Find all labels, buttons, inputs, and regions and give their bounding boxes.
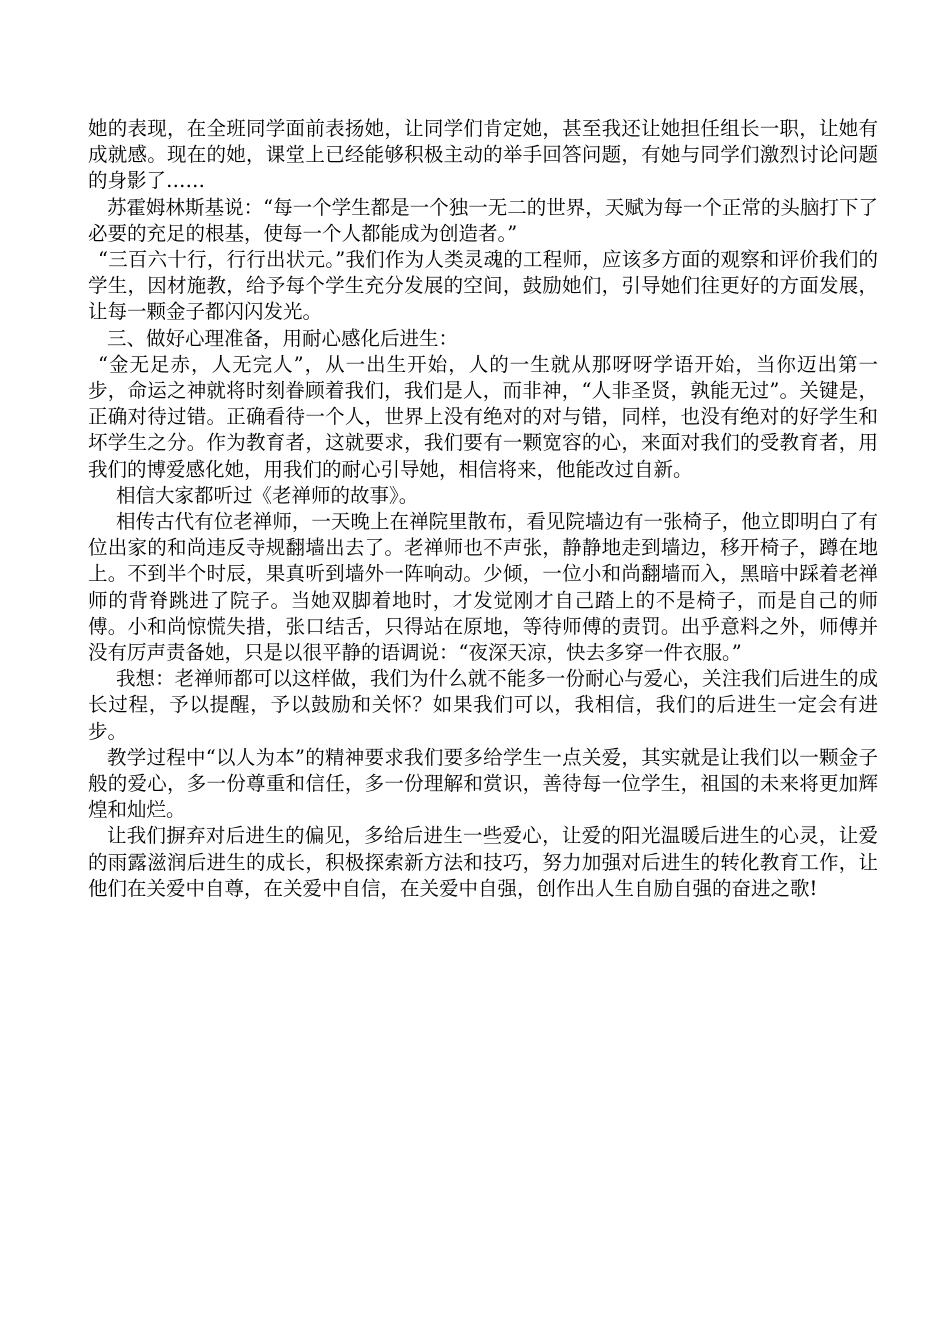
paragraph-continuation: 她的表现，在全班同学面前表扬她，让同学们肯定她，甚至我还让她担任组长一职，让她有成就感。现在的她，课堂上已经能够积极主动的举手回答问题，有她与同学们激烈讨论问题的身影了…… — [88, 117, 878, 193]
paragraph-old-zen-master-story: 相传古代有位老禅师，一天晚上在禅院里散布，看见院墙边有一张椅子，他立即明白了有位出家的和尚违反寺规翻墙出去了。老禅师也不声张，静静地走到墙边，移开椅子，蹲在地上。不到半个时辰，果真听到墙外一阵响动。少倾，一位小和尚翻墙而入，黑暗中踩着老禅师的背脊跳进了院子。当她双脚着地时，才发觉刚才自己踏上的不是椅子，而是自己的师傅。小和尚惊慌失措，张口结舌，只得站在原地，等待师傅的责罚。出乎意料之外，师傅并没有厉声责备她，只是以很平静的语调说：“夜深天凉，快去多穿一件衣服。” — [88, 510, 878, 665]
paragraph-three-hundred-sixty: “三百六十行，行行出状元。”我们作为人类灵魂的工程师，应该多方面的观察和评价我们的学生，因材施教，给予每个学生充分发展的空间，鼓励她们，引导她们往更好的方面发展，让每一颗金子都闪闪发光。 — [88, 248, 878, 324]
document-page — [88, 116, 878, 902]
paragraph-gold-not-pure: “金无足赤，人无完人”，从一出生开始，人的一生就从那呀呀学语开始，当你迈出第一步，命运之神就将时刻眷顾着我们，我们是人，而非神，“人非圣贤，孰能无过”。关键是，正确对待过错。正确看待一个人，世界上没有绝对的对与错，同样，也没有绝对的好学生和坏学生之分。作为教育者，这就要求，我们要有一颗宽容的心，来面对我们的受教育者，用我们的博爱感化她，用我们的耐心引导她，相信将来，他能改过自新。 — [88, 352, 878, 481]
paragraph-people-oriented: 教学过程中“以人为本”的精神要求我们要多给学生一点关爱，其实就是让我们以一颗金子般的爱心，多一份尊重和信任，多一份理解和赏识，善待每一位学生，祖国的未来将更加辉煌和灿烂。 — [88, 745, 878, 822]
paragraph-reflection: 我想：老禅师都可以这样做，我们为什么就不能多一份耐心与爱心，关注我们后进生的成长过程，予以提醒，予以鼓励和关怀？如果我们可以，我相信，我们的后进生一定会有进步。 — [88, 667, 878, 743]
section-heading-three: 三、做好心理准备，用耐心感化后进生： — [107, 326, 459, 350]
paragraph-story-intro: 相信大家都听过《老禅师的故事》。 — [116, 483, 419, 507]
paragraph-quote-suhomlinsky: 苏霍姆林斯基说：“每一个学生都是一个独一无二的世界，天赋为每一个正常的头脑打下了必要的充足的根基，使每一个人都能成为创造者。” — [88, 195, 878, 245]
paragraph-conclusion: 让我们摒弃对后进生的偏见，多给后进生一些爱心，让爱的阳光温暖后进生的心灵，让爱的雨露滋润后进生的成长，积极探索新方法和技巧，努力加强对后进生的转化教育工作，让他们在关爱中自尊，在关爱中自信，在关爱中自强，创作出人生自励自强的奋进之歌! — [88, 824, 878, 900]
